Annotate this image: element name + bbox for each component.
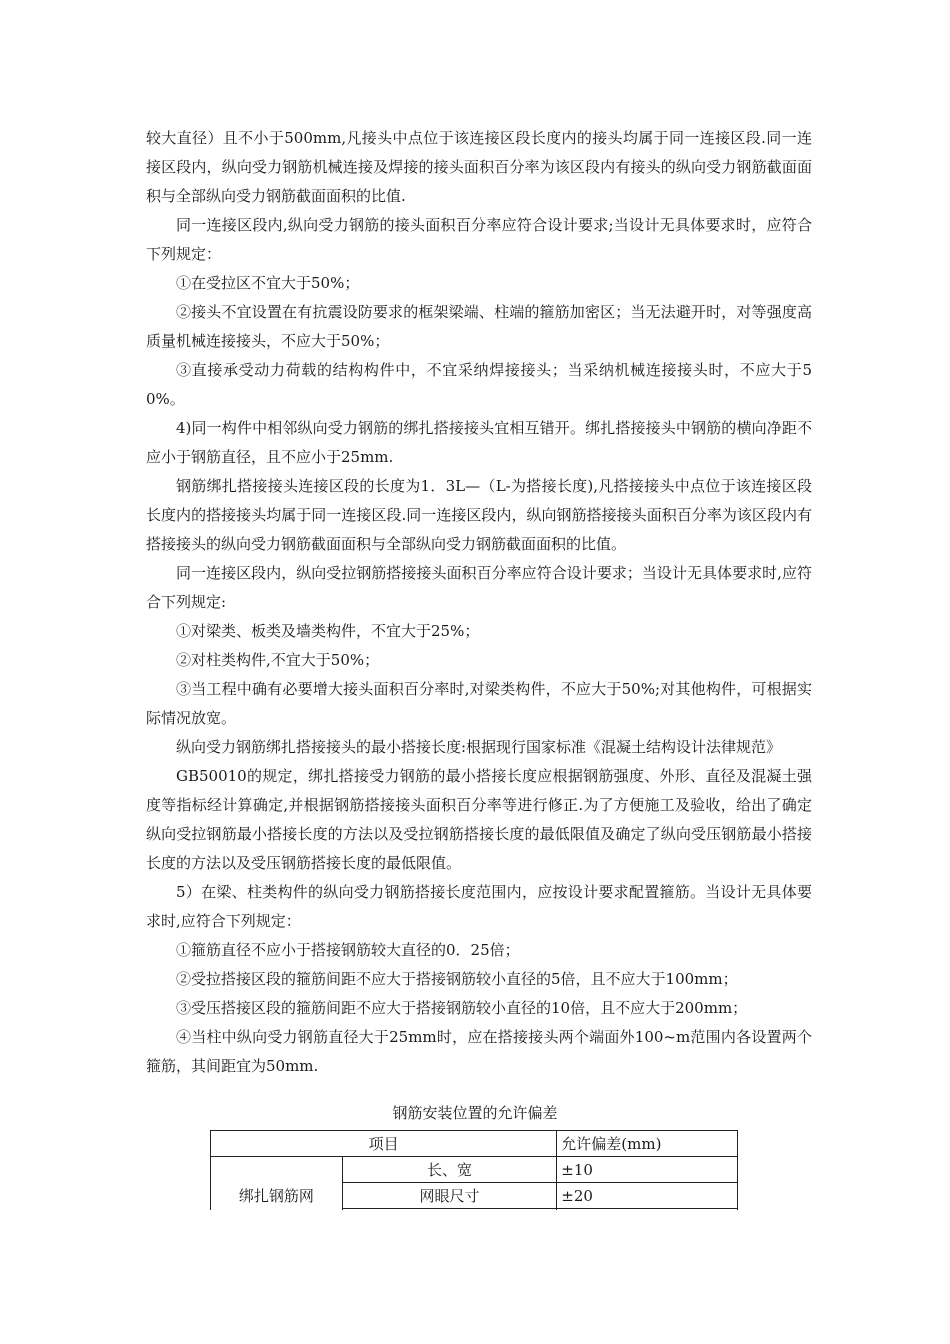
paragraph-min-lap-length: 纵向受力钢筋绑扎搭接接头的最小搭接长度:根据现行国家标准《混凝土结构设计法律规范》 [176, 738, 782, 756]
paragraph-lap-percentage: 同一连接区段内，纵向受拉钢筋搭接接头面积百分率应符合设计要求；当设计无具体要求时,应符合下列规定: [146, 564, 812, 611]
header-tolerance: 允许偏差(mm) [557, 1131, 738, 1157]
paragraph-1: 较大直径）且不小于500mm,凡接头中点位于该连接区段长度内的接头均属于同一连接区段.同一连接区段内，纵向受力钢筋机械连接及焊接的接头面积百分率为该区段内有接头的纵向受力钢筋截面面积与全部纵向受力钢筋截面面积的比值. [146, 129, 812, 205]
header-item: 项目 [211, 1131, 557, 1157]
paragraph-lap-length: 钢筋绑扎搭接接头连接区段的长度为1．3L—（L-为搭接长度),凡搭接接头中点位于该连接区段长度内的搭接接头均属于同一连接区段.同一连接区段内，纵向钢筋搭接接头面积百分率为该区段内有搭接接头的纵向受力钢筋截面面积与全部纵向受力钢筋截面面积的比值。 [146, 477, 812, 553]
list-item: ②接头不宜设置在有抗震设防要求的框架梁端、柱端的箍筋加密区；当无法避开时，对等强度高质量机械连接接头，不应大于50%； [146, 303, 812, 350]
group-cell: 绑扎钢筋网 [211, 1157, 343, 1235]
table-header-row [211, 1131, 738, 1157]
paragraph-gb50010: GB50010的规定，绑扎搭接受力钢筋的最小搭接长度应根据钢筋强度、外形、直径及混凝土强度等指标经计算确定,并根据钢筋搭接接头面积百分率等进行修正.为了方便施工及验收，给出了确定纵向受拉钢筋最小搭接长度的方法以及受拉钢筋搭接长度的最低限值及确定了纵向受压钢筋最小搭接长度的方法以及受压钢筋搭接长度的最低限值。 [146, 767, 812, 872]
paragraph-5: 5）在梁、柱类构件的纵向受力钢筋搭接长度范围内，应按设计要求配置箍筋。当设计无具体要求时,应符合下列规定： [146, 883, 812, 930]
body-text [146, 124, 812, 1081]
table-row [211, 1157, 738, 1183]
paragraph-2: 同一连接区段内,纵向受力钢筋的接头面积百分率应符合设计要求;当设计无具体要求时，应符合下列规定： [146, 216, 812, 263]
value-cell: ±10 [557, 1157, 738, 1183]
paragraph-4: 4)同一构件中相邻纵向受力钢筋的绑扎搭接接头宜相互错开。绑扎搭接接头中钢筋的横向净距不应小于钢筋直径，且不应小于25mm. [146, 419, 812, 466]
list-item: ③直接承受动力荷载的结构构件中，不宜采纳焊接接头；当采纳机械连接接头时，不应大于50%。 [146, 361, 812, 408]
list-item: ①在受拉区不宜大于50%； [176, 274, 360, 292]
sub-item-cell: 长、宽 [342, 1157, 557, 1183]
list-item: ③当工程中确有必要增大接头面积百分率时,对梁类构件，不应大于50%;对其他构件，可根据实际情况放宽。 [146, 680, 812, 727]
list-item: ②受拉搭接区段的箍筋间距不应大于搭接钢筋较小直径的5倍，且不应大于100mm； [176, 970, 738, 988]
list-item: ②对柱类构件,不宜大于50%； [176, 651, 380, 669]
list-item: ①箍筋直径不应小于搭接钢筋较大直径的0．25倍； [176, 941, 520, 959]
list-item: ④当柱中纵向受力钢筋直径大于25mm时，应在搭接接头两个端面外100~m范围内各设置两个箍筋，其间距宜为50mm. [146, 1028, 812, 1075]
page-cutoff [200, 1210, 760, 1344]
sub-item-cell: 网眼尺寸 [342, 1183, 557, 1209]
list-item: ③受压搭接区段的箍筋间距不应大于搭接钢筋较小直径的10倍，且不应大于200mm； [176, 999, 748, 1017]
list-item: ①对梁类、板类及墙类构件，不宜大于25%； [176, 622, 480, 640]
value-cell: ±20 [557, 1183, 738, 1209]
table-caption: 钢筋安装位置的允许偏差 [392, 1104, 558, 1122]
